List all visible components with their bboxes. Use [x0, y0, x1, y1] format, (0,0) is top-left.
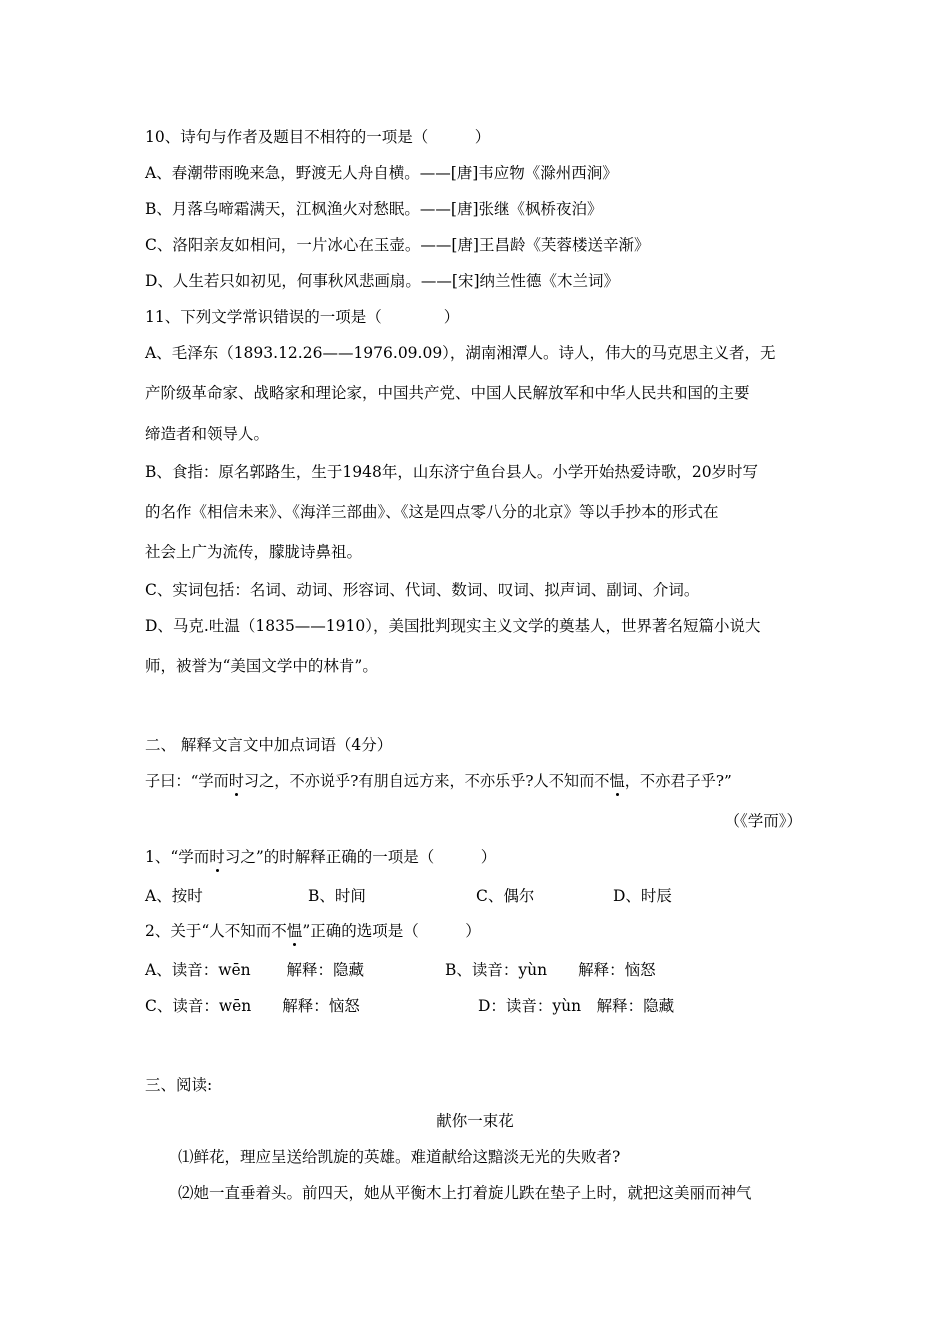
q10-option-a: A、春潮带雨晚来急，野渡无人舟自横。——[唐]韦应物《滁州西涧》	[145, 164, 618, 182]
s2-q1-option-c: C、偶尔	[476, 887, 535, 905]
dotted-word-yun: 愠	[609, 772, 625, 790]
reading-paragraph-1: ⑴鲜花，理应呈送给凯旋的英雄。难道献给这黯淡无光的失败者?	[178, 1148, 621, 1166]
reading-title: 献你一束花	[436, 1112, 514, 1130]
q11-option-a-line2: 产阶级革命家、战略家和理论家，中国共产党、中国人民解放军和中华人民共和国的主要	[145, 384, 750, 402]
s2-q2-option-a: A、读音：wēn 解释：隐藏	[145, 961, 365, 979]
s2-q2-options-row1	[145, 960, 765, 980]
s2-q1-option-b: B、时间	[308, 887, 366, 905]
quote-part-1: 子曰：“学而	[145, 772, 229, 790]
s2-q2-stem	[145, 921, 481, 941]
quote-part-3: ，不亦君子乎?”	[624, 772, 732, 790]
s2-q2-options-row2	[145, 996, 765, 1016]
s2-q2-option-c: C、读音：wēn 解释：恼怒	[145, 997, 360, 1015]
q10-option-c: C、洛阳亲友如相问，一片冰心在玉壶。——[唐]王昌龄《芙蓉楼送辛渐》	[145, 236, 650, 254]
q10-option-b: B、月落乌啼霜满天，江枫渔火对愁眠。——[唐]张继《枫桥夜泊》	[145, 200, 603, 218]
s2-q1-stem	[145, 847, 496, 867]
section3-heading: 三、阅读:	[145, 1076, 213, 1094]
q11-option-b-line1: B、食指：原名郭路生，生于1948年，山东济宁鱼台县人。小学开始热爱诗歌，20岁时写	[145, 463, 759, 481]
s2-q2-stem-pre: 2、关于“人不知而不	[145, 922, 287, 940]
s2-q1-options	[145, 886, 705, 906]
s2-q2-dotted-word: 愠	[286, 922, 303, 940]
s2-q1-option-a: A、按时	[145, 887, 203, 905]
s2-q2-option-b: B、读音：yùn 解释：恼怒	[445, 961, 656, 979]
s2-q2-option-d: D：读音：yùn 解释：隐藏	[478, 997, 675, 1015]
q11-option-a-line1: A、毛泽东（1893.12.26——1976.09.09），湖南湘潭人。诗人，伟大的马克思主义者，无	[145, 344, 776, 362]
analects-quote	[145, 771, 732, 791]
dotted-word-shi: 时	[228, 772, 244, 790]
q11-option-a-line3: 缔造者和领导人。	[145, 425, 270, 443]
section2-heading: 二、 解释文言文中加点词语（4分）	[145, 736, 393, 754]
reading-paragraph-2: ⑵她一直垂着头。前四天，她从平衡木上打着旋儿跌在垫子上时，就把这美丽而神气	[178, 1184, 752, 1202]
q10-option-d: D、人生若只如初见，何事秋风悲画扇。——[宋]纳兰性德《木兰词》	[145, 272, 620, 290]
s2-q1-stem-pre: 1、“学而	[145, 848, 210, 866]
s2-q1-option-d: D、时辰	[613, 887, 672, 905]
q11-option-c: C、实词包括：名词、动词、形容词、代词、数词、叹词、拟声词、副词、介词。	[145, 581, 700, 599]
s2-q2-stem-post: ”正确的选项是（ ）	[302, 922, 481, 940]
q11-option-b-line2: 的名作《相信未来》、《海洋三部曲》、《这是四点零八分的北京》等以手抄本的形式在	[145, 503, 719, 521]
q11-stem: 11、下列文学常识错误的一项是（ ）	[145, 308, 460, 326]
q11-option-d-line1: D、马克.吐温（1835——1910），美国批判现实主义文学的奠基人，世界著名短篇小说大	[145, 617, 761, 635]
quote-part-2: 习之，不亦说乎?有朋自远方来，不亦乐乎?人不知而不	[243, 772, 610, 790]
q10-stem: 10、诗句与作者及题目不相符的一项是（ ）	[145, 128, 491, 146]
q11-option-d-line2: 师，被誉为“美国文学中的林肯”。	[145, 657, 378, 675]
quote-source: （《学而》）	[724, 812, 802, 830]
s2-q1-stem-post: 习之”的时解释正确的一项是（ ）	[224, 848, 497, 866]
s2-q1-dotted-word: 时	[209, 848, 225, 866]
q11-option-b-line3: 社会上广为流传，朦胧诗鼻祖。	[145, 543, 363, 561]
